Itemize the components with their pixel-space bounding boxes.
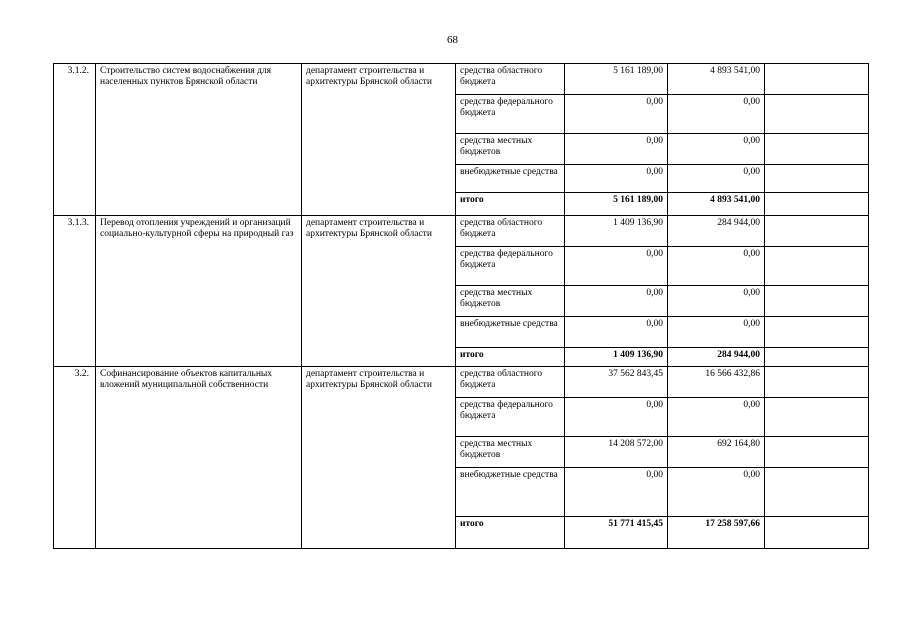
funding-source: итого	[456, 193, 565, 216]
funding-source: итого	[456, 348, 565, 367]
item-executor: департамент строительства и архитектуры Брянской области	[302, 367, 456, 549]
amount-2: 4 893 541,00	[668, 193, 765, 216]
item-number: 3.2.	[54, 367, 96, 549]
funding-source: внебюджетные средства	[456, 468, 565, 517]
amount-2: 284 944,00	[668, 348, 765, 367]
item-executor: департамент строительства и архитектуры Брянской области	[302, 64, 456, 216]
amount-2: 0,00	[668, 134, 765, 165]
funding-source: средства областного бюджета	[456, 64, 565, 95]
item-name: Перевод отопления учреждений и организаций социально-культурной сферы на природный газ	[96, 216, 302, 367]
amount-2: 16 566 432,86	[668, 367, 765, 398]
amount-2: 0,00	[668, 247, 765, 286]
amount-1: 0,00	[565, 134, 668, 165]
item-executor: департамент строительства и архитектуры Брянской области	[302, 216, 456, 367]
amount-1: 14 208 572,00	[565, 437, 668, 468]
item-name: Софинансирование объектов капитальных вложений муниципальной собственности	[96, 367, 302, 549]
amount-1: 0,00	[565, 165, 668, 193]
amount-1: 37 562 843,45	[565, 367, 668, 398]
empty-cell	[765, 247, 869, 286]
amount-2: 0,00	[668, 165, 765, 193]
amount-1: 0,00	[565, 468, 668, 517]
empty-cell	[765, 437, 869, 468]
amount-1: 1 409 136,90	[565, 348, 668, 367]
amount-2: 0,00	[668, 317, 765, 348]
amount-1: 5 161 189,00	[565, 193, 668, 216]
empty-cell	[765, 95, 869, 134]
amount-1: 5 161 189,00	[565, 64, 668, 95]
amount-2: 4 893 541,00	[668, 64, 765, 95]
funding-source: внебюджетные средства	[456, 165, 565, 193]
funding-source: средства местных бюджетов	[456, 437, 565, 468]
empty-cell	[765, 193, 869, 216]
amount-2: 692 164,80	[668, 437, 765, 468]
funding-source: средства федерального бюджета	[456, 95, 565, 134]
empty-cell	[765, 517, 869, 549]
amount-1: 0,00	[565, 286, 668, 317]
funding-source: средства областного бюджета	[456, 216, 565, 247]
empty-cell	[765, 286, 869, 317]
amount-1: 0,00	[565, 247, 668, 286]
empty-cell	[765, 216, 869, 247]
funding-source: средства областного бюджета	[456, 367, 565, 398]
empty-cell	[765, 134, 869, 165]
amount-2: 284 944,00	[668, 216, 765, 247]
table-row	[54, 216, 869, 247]
amount-2: 0,00	[668, 286, 765, 317]
amount-1: 0,00	[565, 95, 668, 134]
item-number: 3.1.2.	[54, 64, 96, 216]
funding-source: внебюджетные средства	[456, 317, 565, 348]
amount-1: 1 409 136,90	[565, 216, 668, 247]
budget-table	[53, 63, 869, 549]
empty-cell	[765, 348, 869, 367]
amount-1: 0,00	[565, 398, 668, 437]
empty-cell	[765, 317, 869, 348]
table-row	[54, 367, 869, 398]
item-name: Строительство систем водоснабжения для населенных пунктов Брянской области	[96, 64, 302, 216]
amount-2: 17 258 597,66	[668, 517, 765, 549]
empty-cell	[765, 398, 869, 437]
amount-2: 0,00	[668, 468, 765, 517]
page-number: 68	[447, 34, 458, 46]
table-row	[54, 64, 869, 95]
funding-source: средства местных бюджетов	[456, 286, 565, 317]
item-number: 3.1.3.	[54, 216, 96, 367]
funding-source: средства федерального бюджета	[456, 398, 565, 437]
funding-source: средства федерального бюджета	[456, 247, 565, 286]
amount-1: 51 771 415,45	[565, 517, 668, 549]
empty-cell	[765, 367, 869, 398]
empty-cell	[765, 165, 869, 193]
empty-cell	[765, 64, 869, 95]
amount-1: 0,00	[565, 317, 668, 348]
funding-source: итого	[456, 517, 565, 549]
amount-2: 0,00	[668, 398, 765, 437]
empty-cell	[765, 468, 869, 517]
funding-source: средства местных бюджетов	[456, 134, 565, 165]
amount-2: 0,00	[668, 95, 765, 134]
